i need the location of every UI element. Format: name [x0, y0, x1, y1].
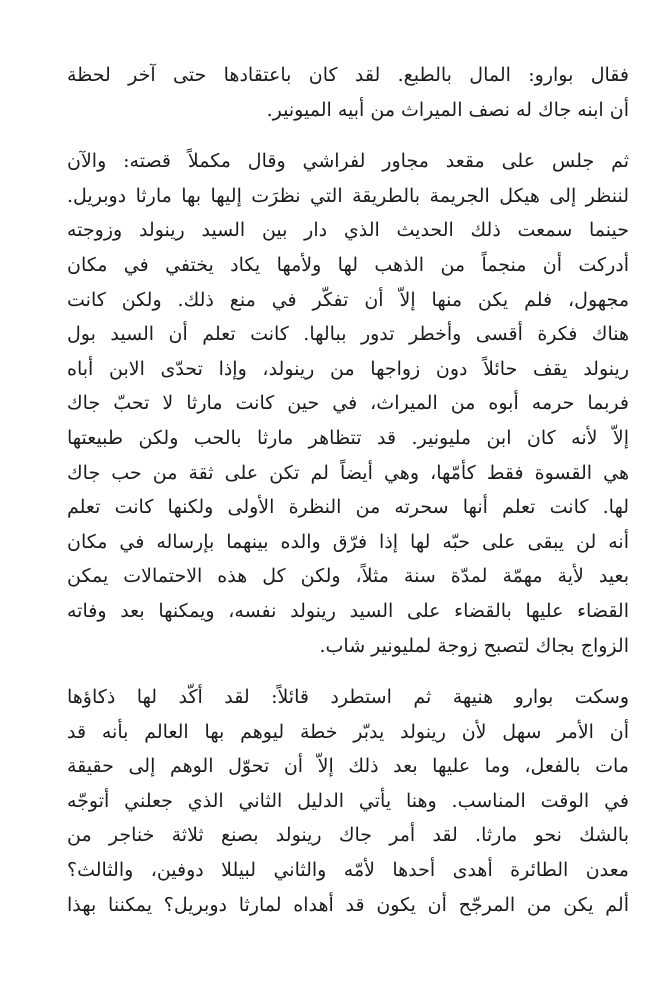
text-line: القضاء عليها بالقضاء على السيد رينولد نفسه، ويمكنها بعد وفاته [67, 599, 629, 622]
text-line: أدركت أن منجماً من الذهب لها ولأمها يكاد يختفي في مكان [67, 253, 629, 276]
text-line: أنه لن يبقى على حبّه لها إذا فرّق والده بينهما بإرساله في مكان [67, 530, 629, 553]
text-line: رينولد يقف حائلاً دون زواجها من رينولد، وإذا تحدّى الابن أباه [67, 357, 629, 380]
text-line: مجهول، فلم يكن منها إلاّ أن تفكّر في منع ذلك. ولكن كانت [67, 288, 629, 311]
text-line: لننظر إلى هيكل الجريمة بالطريقة التي نظرَت إليها بها مارثا دوبريل. [67, 184, 629, 207]
paragraph-2 [67, 144, 629, 663]
text-line: ثم جلس على مقعد مجاور لفراشي وقال مكملاً قصته: والآن [67, 150, 629, 173]
text-line: لها. كانت تعلم أنها سحرته من النظرة الأولى ولكنها كانت تعلم [67, 496, 629, 519]
text-line: بالشك نحو مارثا. لقد أمر جاك رينولد بصنع ثلاثة خناجر من [67, 824, 629, 847]
text-line: هناك فكرة أقسى وأخطر تدور ببالها. كانت تعلم أن السيد بول [67, 323, 629, 346]
paragraph-3 [67, 680, 629, 922]
text-line: ألم يكن من المرجّح أن يكون قد أهداه لمارثا دوبريل؟ يمكننا بهذا [67, 893, 629, 916]
text-line: هي القسوة فقط كأمّها، وهي أيضاً لم تكن على ثقة من حب جاك [67, 461, 629, 484]
text-line: مات بالفعل، وما عليها بعد ذلك إلاّ أن تحوّل الوهم إلى حقيقة [67, 755, 629, 778]
text-line: أن الأمر سهل لأن رينولد يدبّر خطة ليوهم بها العالم بأنه قد [67, 720, 629, 743]
text-line: معدن الطائرة أهدى أحدها لأمّه والثاني لبيللا دوفين، والثالث؟ [67, 859, 629, 882]
book-page [67, 58, 629, 922]
text-line: أن ابنه جاك له نصف الميراث من أبيه الميونير. [266, 98, 629, 121]
text-line: الزواج بجاك لتصبح زوجة لمليونير شاب. [319, 634, 629, 657]
text-line: فقال بوارو: المال بالطبع. لقد كان باعتقادها حتى آخر لحظة [67, 64, 629, 86]
text-line: فربما حرمه أبوه من الميراث، في حين كانت مارثا لا تحبّ جاك [67, 392, 629, 415]
text-line: وسكت بوارو هنيهة ثم استطرد قائلاً: لقد أكّد لها ذكاؤها [67, 686, 629, 709]
paragraph-1 [67, 58, 629, 127]
text-line: إلاّ لأنه كان ابن مليونير. قد تتظاهر مارثا بالحب ولكن طبيعتها [67, 426, 629, 449]
text-line: في الوقت المناسب. وهنا يأتي الدليل الثاني الذي جعلني أتوجّه [67, 789, 629, 812]
text-line: حينما سمعت ذلك الحديث الذي دار بين السيد رينولد وزوجته [67, 219, 629, 242]
text-line: بعيد لأية مهمّة لمدّة سنة مثلاً، ولكن كل هذه الاحتمالات يمكن [67, 565, 629, 588]
